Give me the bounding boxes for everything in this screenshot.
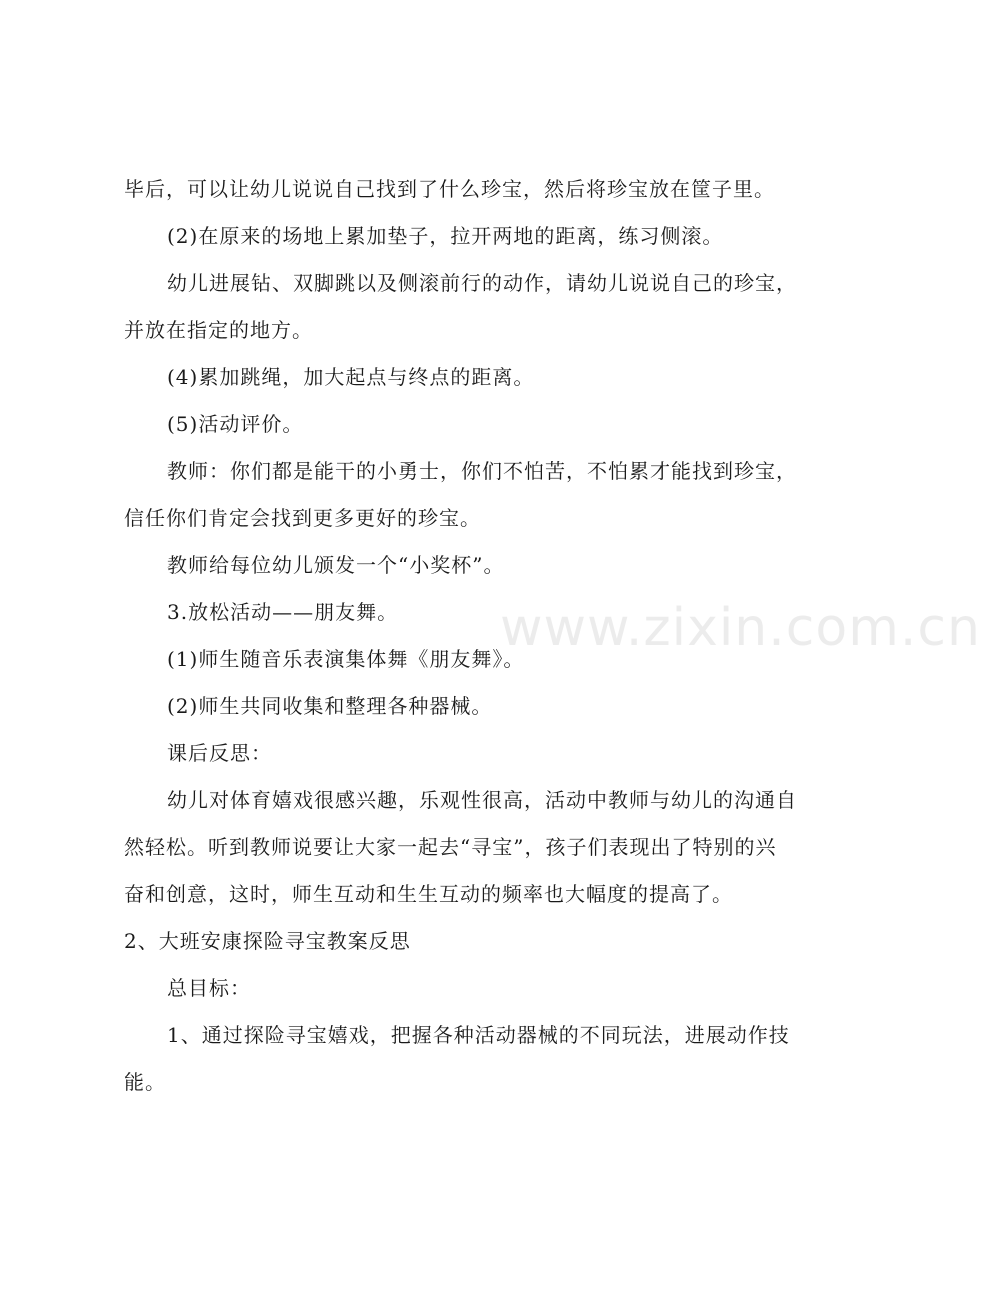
text-line: 并放在指定的地方。: [124, 318, 313, 342]
text-line: 然轻松。听到教师说要让大家一起去“寻宝”，孩子们表现出了特别的兴: [124, 835, 777, 859]
subheading: 总目标：: [167, 976, 251, 1000]
text-line: 教师：你们都是能干的小勇士，你们不怕苦，不怕累才能找到珍宝，: [167, 459, 797, 483]
text-line: (2)在原来的场地上累加垫子，拉开两地的距离，练习侧滚。: [167, 224, 724, 248]
text-line: 幼儿对体育嬉戏很感兴趣，乐观性很高，活动中教师与幼儿的沟通自: [167, 788, 797, 812]
text-line: (2)师生共同收集和整理各种器械。: [167, 694, 493, 718]
watermark: www.zixin.com.cn: [500, 598, 981, 658]
text-line: 能。: [124, 1070, 166, 1094]
document-body: [124, 166, 804, 1106]
text-line: (5)活动评价。: [167, 412, 304, 436]
text-line: (1)师生随音乐表演集体舞《朋友舞》。: [167, 647, 525, 671]
text-line: 1、通过探险寻宝嬉戏，把握各种活动器械的不同玩法，进展动作技: [167, 1023, 790, 1047]
text-line: 幼儿进展钻、双脚跳以及侧滚前行的动作，请幼儿说说自己的珍宝，: [167, 271, 797, 295]
section-heading: 3.放松活动——朋友舞。: [167, 600, 399, 624]
section-heading: 2、大班安康探险寻宝教案反思: [124, 929, 411, 953]
text-line: 信任你们肯定会找到更多更好的珍宝。: [124, 506, 481, 530]
text-line: 奋和创意，这时，师生互动和生生互动的频率也大幅度的提高了。: [124, 882, 733, 906]
subheading: 课后反思：: [167, 741, 272, 765]
text-line: (4)累加跳绳，加大起点与终点的距离。: [167, 365, 535, 389]
text-line: 毕后，可以让幼儿说说自己找到了什么珍宝，然后将珍宝放在筐子里。: [124, 177, 775, 201]
text-line: 教师给每位幼儿颁发一个“小奖杯”。: [167, 553, 505, 577]
